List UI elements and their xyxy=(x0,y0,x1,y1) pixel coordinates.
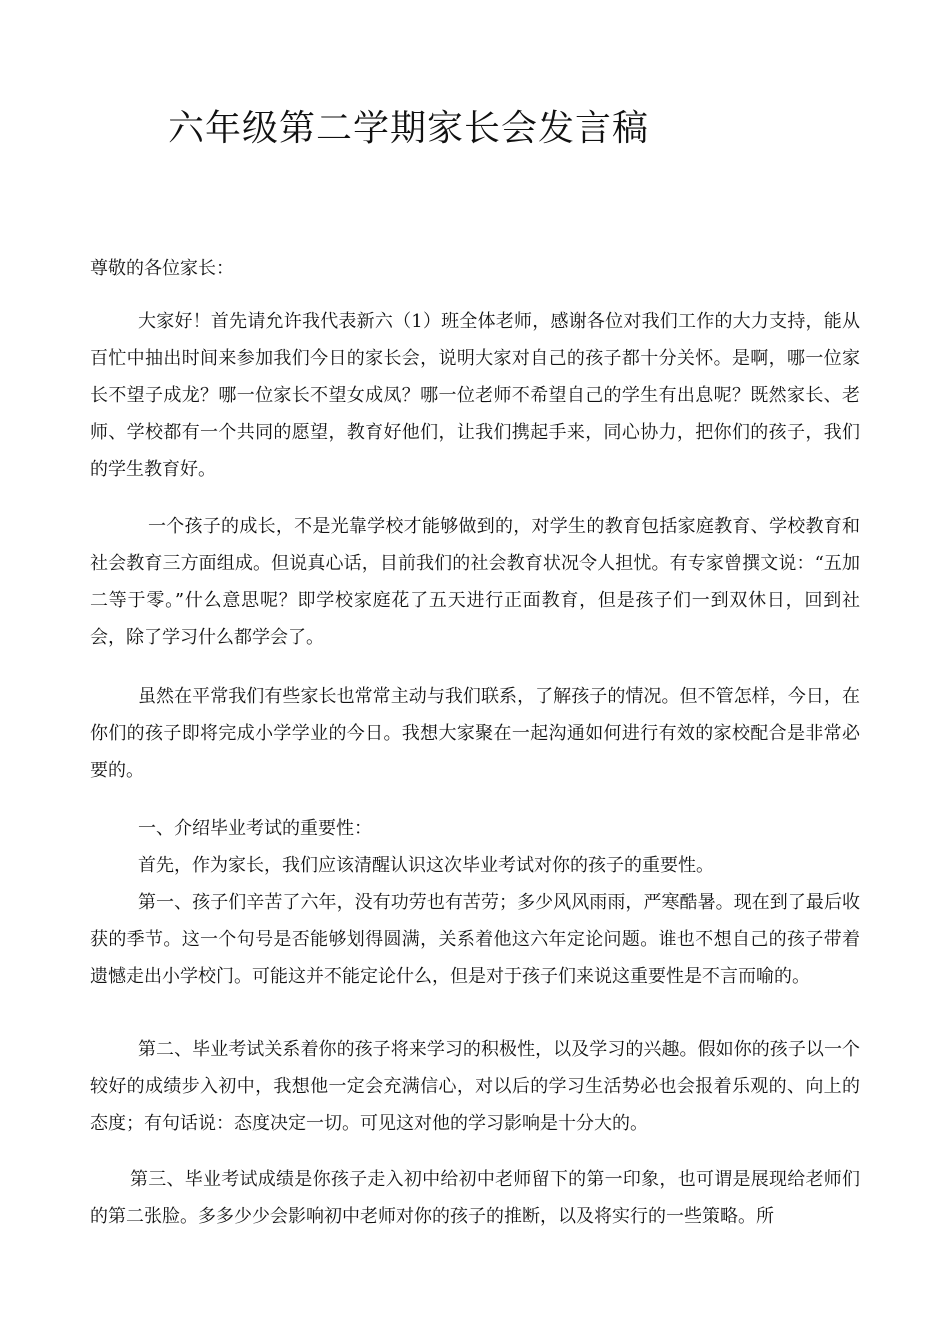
section-heading: 一、介绍毕业考试的重要性： xyxy=(138,818,372,839)
paragraph-cooperation: 虽然在平常我们有些家长也常常主动与我们联系，了解孩子的情况。但不管怎样，今日，在你们的孩子即将完成小学学业的今日。我想大家聚在一起沟通如何进行有效的家校配合是非常必要的。 xyxy=(90,686,860,781)
paragraph-education: 一个孩子的成长，不是光靠学校才能够做到的，对学生的教育包括家庭教育、学校教育和社会教育三方面组成。但说真心话，目前我们的社会教育状况令人担忧。有专家曾撰文说：“五加二等于零。”什么意思呢？即学校家庭花了五天进行正面教育，但是孩子们一到双休日，回到社会，除了学习什么都学会了。 xyxy=(90,516,860,648)
section-point-3: 第三、毕业考试成绩是你孩子走入初中给初中老师留下的第一印象，也可谓是展现给老师们的第二张脸。多多少少会影响初中老师对你的孩子的推断，以及将实行的一些策略。所 xyxy=(90,1169,860,1227)
paragraph-opening: 大家好！首先请允许我代表新六（1）班全体老师，感谢各位对我们工作的大力支持，能从百忙中抽出时间来参加我们今日的家长会，说明大家对自己的孩子都十分关怀。是啊，哪一位家长不望子成龙？哪一位家长不望女成凤？哪一位老师不希望自己的学生有出息呢？既然家长、老师、学校都有一个共同的愿望，教育好他们，让我们携起手来，同心协力，把你们的孩子，我们的学生教育好。 xyxy=(90,311,860,480)
section-intro: 首先，作为家长，我们应该清醒认识这次毕业考试对你的孩子的重要性。 xyxy=(138,855,714,876)
section-point-1: 第一、孩子们辛苦了六年，没有功劳也有苦劳；多少风风雨雨，严寒酷暑。现在到了最后收获的季节。这一个句号是否能够划得圆满，关系着他这六年定论问题。谁也不想自己的孩子带着遗憾走出小学校门。可能这并不能定论什么，但是对于孩子们来说这重要性是不言而喻的。 xyxy=(90,892,860,987)
section-point-2: 第二、毕业考试关系着你的孩子将来学习的积极性，以及学习的兴趣。假如你的孩子以一个较好的成绩步入初中，我想他一定会充满信心，对以后的学习生活势必也会报着乐观的、向上的态度；有句话说：态度决定一切。可见这对他的学习影响是十分大的。 xyxy=(90,1039,860,1134)
greeting-line: 尊敬的各位家长： xyxy=(90,258,234,279)
document-title: 六年级第二学期家长会发言稿 xyxy=(168,108,650,149)
